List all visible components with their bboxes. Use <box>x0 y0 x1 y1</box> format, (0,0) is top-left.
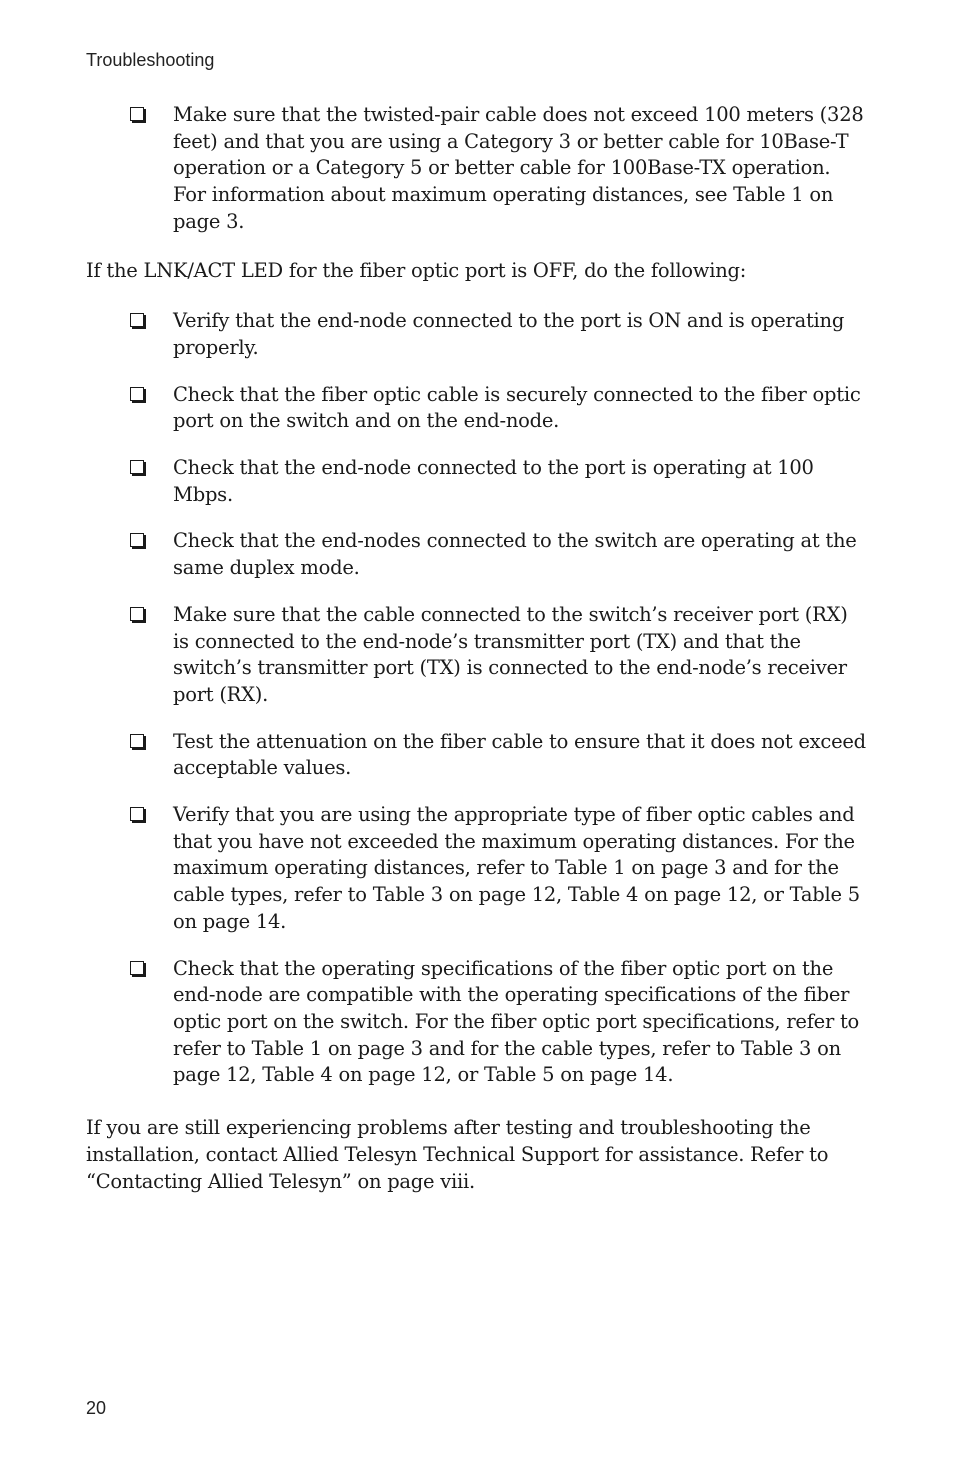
checklist-item <box>86 455 866 508</box>
checkbox-icon <box>130 961 144 975</box>
checklist-item-text: Verify that you are using the appropriate type of fiber optic cables and that you have not exceeded the maximum operating distances. For the maximum operating distances, refer to Table 1 on page 3 and for the cable types, refer to Table 3 on page 12, Table 4 on page 12, or Table 5 on page 14. <box>173 803 860 933</box>
checklist-item-text: Check that the fiber optic cable is securely connected to the fiber optic port on the switch and on the end-node. <box>173 382 861 433</box>
checklist-item-text: Make sure that the twisted-pair cable does not exceed 100 meters (328 feet) and that you are using a Category 3 or better cable for 10Base-T operation or a Category 5 or better cable for 100Base-TX operation. For information about maximum operating distances, see Table 1 on page 3. <box>173 103 864 233</box>
checklist-item <box>86 802 866 936</box>
checklist-item <box>86 729 866 782</box>
checklist-item <box>86 528 866 581</box>
checkbox-icon <box>130 607 144 621</box>
checkbox-icon <box>130 107 144 121</box>
checklist-item-text: Test the attenuation on the fiber cable to ensure that it does not exceed acceptable values. <box>173 729 866 780</box>
page-number: 20 <box>86 1398 107 1418</box>
checkbox-icon <box>130 807 144 821</box>
checkbox-icon <box>130 387 144 401</box>
checklist-item <box>86 382 866 435</box>
checklist-item-text: Check that the operating specifications of the fiber optic port on the end-node are compatible with the operating specifications of the fiber optic port on the switch. For the fiber optic port specifications, refer to refer to Table 1 on page 3 and for the cable types, refer to Table 3 on page 12, Table 4 on page 12, or Table 5 on page 14. <box>173 956 860 1087</box>
checklist-item <box>86 308 866 361</box>
checklist-item-text: Check that the end-nodes connected to the switch are operating at the same duplex mode. <box>173 529 857 580</box>
running-header: Troubleshooting <box>86 50 215 70</box>
checkbox-icon <box>130 734 144 748</box>
fiber-optic-checklist <box>86 308 866 1089</box>
page-body <box>86 102 866 1195</box>
fiber-intro-paragraph: If the LNK/ACT LED for the fiber optic port is OFF, do the following: <box>86 258 747 282</box>
checklist-item-text: Verify that the end-node connected to the port is ON and is operating properly. <box>173 309 845 359</box>
checkbox-icon <box>130 533 144 547</box>
closing-paragraph: If you are still experiencing problems after testing and troubleshooting the installation, contact Allied Telesyn Technical Support for assistance. Refer to “Contacting Allied Telesyn” on page viii. <box>86 1116 829 1193</box>
twisted-pair-checklist <box>86 102 866 236</box>
checklist-item-text: Make sure that the cable connected to the switch’s receiver port (RX) is connected to the end-node’s transmitter port (TX) and that the switch’s transmitter port (TX) is connected to the end-node’s receiver port (RX). <box>173 602 848 706</box>
checklist-item <box>86 602 866 709</box>
checkbox-icon <box>130 460 144 474</box>
checkbox-icon <box>130 313 144 327</box>
checklist-item-text: Check that the end-node connected to the port is operating at 100 Mbps. <box>173 456 814 506</box>
checklist-item <box>86 956 866 1090</box>
checklist-item <box>86 102 866 236</box>
